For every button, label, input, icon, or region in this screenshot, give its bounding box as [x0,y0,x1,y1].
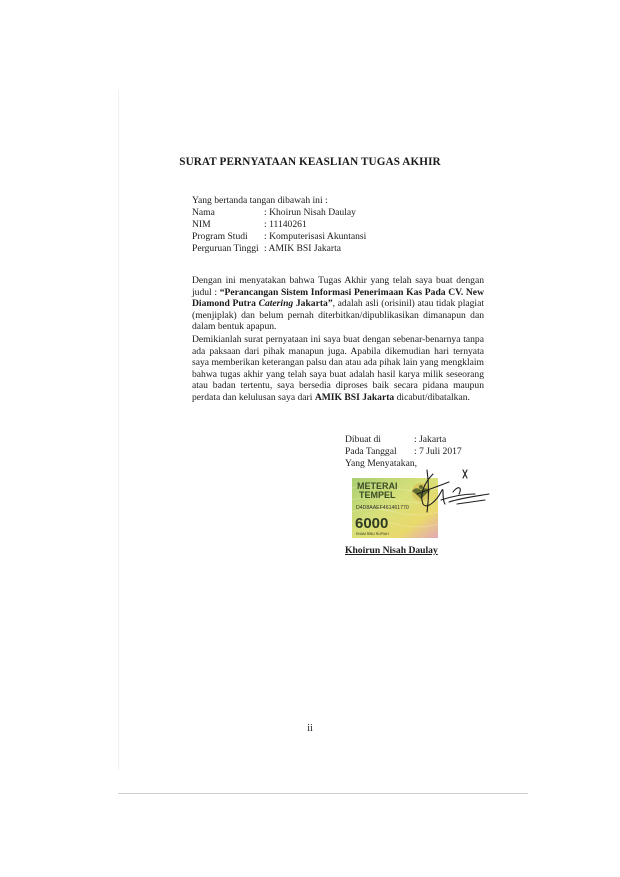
date-value: : 7 Juli 2017 [414,446,462,457]
field-label: Nama [192,207,215,218]
declaration-text: dicabut/dibatalkan. [394,391,470,403]
closing-text: Yang Menyatakan, [345,458,418,469]
stamp-amount: 6000 [355,515,389,532]
field-value: : 11140261 [264,219,307,230]
field-value: : AMIK BSI Jakarta [264,243,342,254]
intro-text: Yang bertanda tangan dibawah ini : [192,195,328,206]
field-value: : Komputerisasi Akuntansi [264,231,367,242]
stamp-line1: METERAI [357,481,398,491]
stamp-serial: D4D8AAEF461461770 [356,505,409,511]
stamp-subtext: ENAM RIBU RUPIAH [356,532,389,536]
stamp-line2: TEMPEL [359,490,396,500]
thesis-title-italic: Catering [258,298,294,310]
date-label: Pada Tanggal [345,446,397,457]
field-label: Program Studi [192,231,248,242]
page-number: ii [307,723,313,734]
institution-name: AMIK BSI Jakarta [314,391,395,403]
statement-paragraph [192,275,484,333]
statement-text: Dengan ini menyatakan bahwa Tugas Akhir yang telah saya buat dengan judul : [192,275,484,298]
place-label: Dibuat di [345,434,381,445]
thesis-title-part: “Perancangan Sistem Informasi Penerimaan Kas Pada CV. New Diamond Putra [192,286,484,310]
statement-text: , adalah asli (orisinil) atau tidak plagiat (menjiplak) dan belum pernah diterbitkan/dipublikasikan dimanapun dan dalam bentuk apapun. [192,298,484,333]
place-value: : Jakarta [414,434,447,445]
field-label: Perguruan Tinggi [192,243,259,254]
handwritten-signature [405,464,505,524]
declaration-paragraph [192,334,484,404]
thesis-title-part: Jakarta” [293,298,333,310]
page-bottom-edge [118,793,528,794]
field-label: NIM [192,219,211,230]
page-left-edge [118,90,119,770]
signer-name: Khoirun Nisah Daulay [345,545,438,556]
field-value: : Khoirun Nisah Daulay [264,207,356,218]
document-title: SURAT PERNYATAAN KEASLIAN TUGAS AKHIR [179,156,441,168]
declaration-text: Demikianlah surat pernyataan ini saya buat dengan sebenar-benarnya tanpa ada paksaan dari pihak manapun juga. Apabila dikemudian hari ternyata saya memberikan keterangan palsu dan atau ada pihak lain yang mengklaim bahwa tugas akhir yang telah saya buat adalah hasil karya milik seseorang atau badan tertentu, saya bersedia diproses baik secara pidana maupun perdata dan kelulusan saya dari [192,334,484,403]
